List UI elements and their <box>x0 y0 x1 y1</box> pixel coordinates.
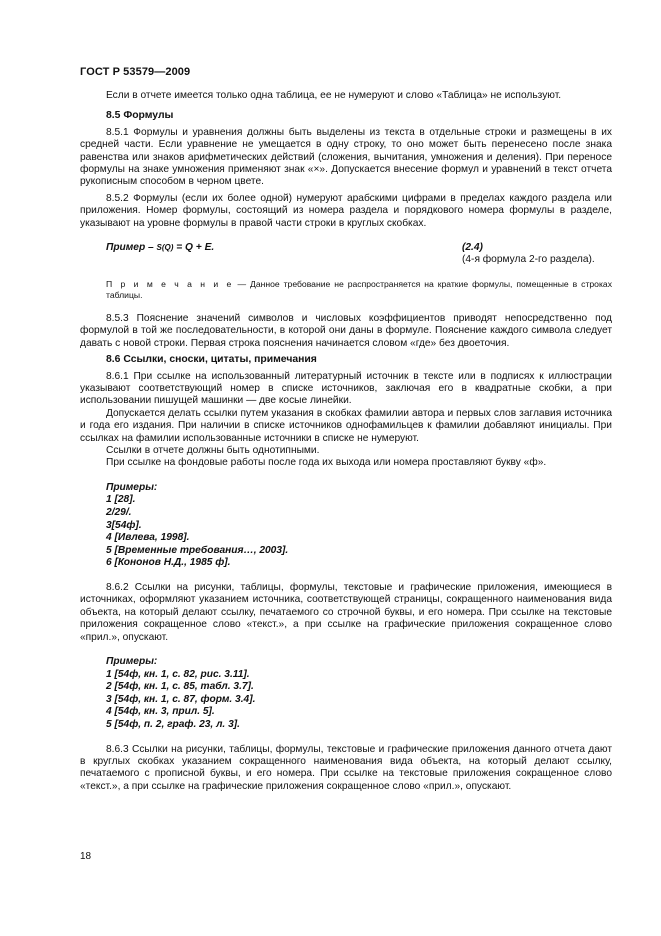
note-text: — Данное требование не распространяется на краткие формулы, помещенные в строках таблицы. <box>106 278 612 300</box>
section-heading-8-5: 8.5 Формулы <box>106 110 174 122</box>
paragraph-8-6-1-c: Ссылки в отчете должны быть однотипными. <box>106 444 320 456</box>
note-label: П р и м е ч а н и е <box>106 278 234 289</box>
formula-function: S(Q) <box>156 243 174 253</box>
list-item: 6 [Кононов Н.Д., 1985 ф]. <box>106 557 231 569</box>
formula-example <box>80 242 612 267</box>
examples-list-2 <box>80 656 612 732</box>
formula-number: (2.4) <box>462 242 483 254</box>
formula-number-block <box>462 242 612 267</box>
paragraph-8-5-3: 8.5.3 Пояснение значений символов и числовых коэффициентов приводят непосредственно под формулой в той же последовательности, в которой они даны в формуле. Пояснение каждого символа следует давать с новой строки. Первая строка пояснения начинается словом «где» без двоеточия. <box>80 312 612 349</box>
paragraph-table-note: Если в отчете имеется только одна таблица, ее не нумеруют и слово «Таблица» не используют. <box>106 90 562 101</box>
list-item: 2 [54ф, кн. 1, с. 85, табл. 3.7]. <box>106 681 254 693</box>
examples-title: Примеры: <box>106 481 158 493</box>
paragraph-8-5-2: 8.5.2 Формулы (если их более одной) нумеруют арабскими цифрами в пределах каждого раздела или приложения. Номер формулы, состоящий из номера раздела и порядкового номера формулы в разделе, указывают на уровне формулы в правой части строки в круглых скобках. <box>80 192 612 229</box>
formula-text <box>106 242 214 267</box>
paragraph-8-6-1-d: При ссылке на фондовые работы после года их выхода или номера проставляют букву «ф». <box>106 457 547 469</box>
note <box>80 279 612 301</box>
section-heading-8-6: 8.6 Ссылки, сноски, цитаты, примечания <box>106 354 317 366</box>
paragraph-8-6-3: 8.6.3 Ссылки на рисунки, таблицы, формулы, текстовые и графические приложения данного отчета дают в круглых скобках указанием сокращенного наименования вида объекта, на который делают ссылку, печатаемого с прописной буквы, и его номера. При ссылке на текстовые приложения сокращенное слово «текст.», а при ссылке на графические приложения сокращенное слово «прил.», опускают. <box>80 743 612 792</box>
list-item: 1 [28]. <box>106 494 136 506</box>
list-item: 2/29/. <box>106 506 132 518</box>
page-content <box>80 90 612 793</box>
formula-comment: (4-я формула 2-го раздела). <box>462 254 595 266</box>
examples-title: Примеры: <box>106 655 158 667</box>
document-header: ГОСТ Р 53579—2009 <box>80 66 191 78</box>
paragraph-8-5-1: 8.5.1 Формулы и уравнения должны быть выделены из текста в отдельные строки и размещены в их средней части. Если уравнение не умещается в одну строку, то оно может быть перенесено после знака равенства или знаков арифметических действий (сложения, вычитания, умножения и деления). При переносе формулы на знаке умножения применяют знак «×». Допускается внесение формул и уравнений в текст отчета рукописным способом в черном цвете. <box>80 126 612 188</box>
paragraph-8-6-1-b: Допускается делать ссылки путем указания в скобках фамилии автора и первых слов заглавия источника и года его издания. При наличии в списке источников однофамильцев к фамилии добавляют инициалы. При ссылках на фамилии использованные источники в списке не нумеруют. <box>80 407 612 444</box>
list-item: 5 [Временные требования…, 2003]. <box>106 544 289 556</box>
formula-expression: = Q + E. <box>173 242 215 254</box>
page-number: 18 <box>80 851 92 862</box>
formula-prefix: Пример – <box>106 242 157 254</box>
paragraph-8-6-1: 8.6.1 При ссылке на использованный литературный источник в тексте или в подписях к иллюстрации указывают соответствующий номер в списке источников, заключая его в квадратные скобки, а при использовании пишущей машинки — две косые линейки. <box>80 370 612 407</box>
examples-list-1 <box>80 482 612 570</box>
paragraph-8-6-2: 8.6.2 Ссылки на рисунки, таблицы, формулы, текстовые и графические приложения, имеющиеся в источниках, оформляют указанием источника, соответствующей страницы, сокращенного наименования вида объекта, на который делают ссылку, печатаемого со строчной буквы, и его номера. При ссылке на текстовые приложения сокращенное слово «текст.», а при ссылке на графические приложения сокращенное слово «прил.», опускают. <box>80 581 612 643</box>
list-item: 4 [54ф, кн. 3, прил. 5]. <box>106 706 215 718</box>
list-item: 3 [54ф, кн. 1, с. 87, форм. 3.4]. <box>106 693 256 705</box>
list-item: 1 [54ф, кн. 1, с. 82, рис. 3.11]. <box>106 668 250 680</box>
list-item: 3[54ф]. <box>106 519 142 531</box>
list-item: 4 [Ивлева, 1998]. <box>106 532 190 544</box>
list-item: 5 [54ф, п. 2, граф. 23, л. 3]. <box>106 718 240 730</box>
